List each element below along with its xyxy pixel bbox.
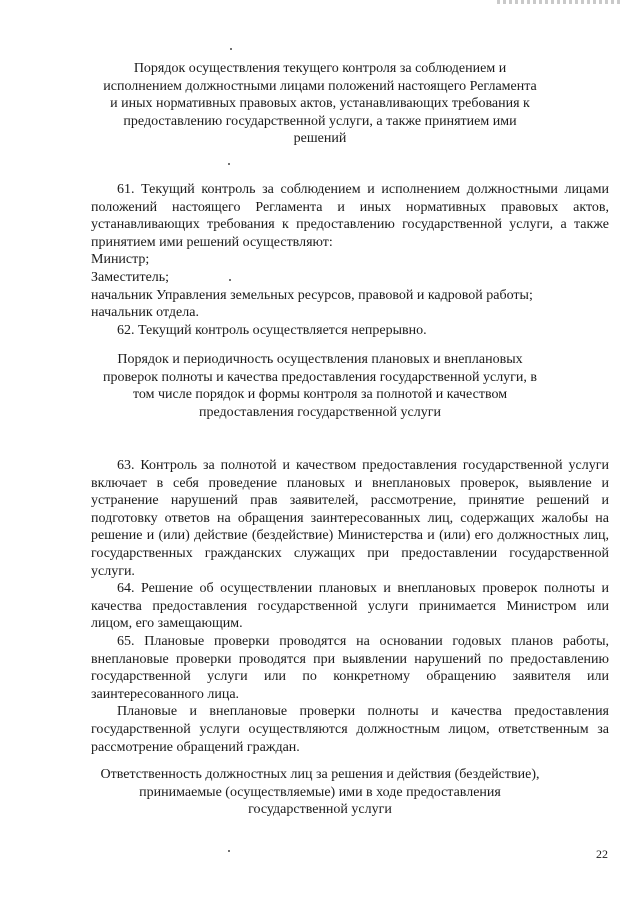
section-heading-inspections: Порядок и периодичность осуществления плановых и внеплановых проверок полноты и качества предоставления государственной услуги, в том числе порядок и формы контроля за полнотой и качеством предоставления государственной услуги — [102, 352, 538, 420]
list-item: начальник отдела. — [91, 305, 199, 321]
paragraph-inspections-responsibility: Плановые и внеплановые проверки полноты и качества предоставления государственной услуги осуществляются должностным лицом, ответственным за рассмотрение обращений граждан. — [91, 704, 609, 755]
list-item: начальник Управления земельных ресурсов, правовой и кадровой работы; — [91, 287, 533, 303]
scan-artifact — [497, 0, 623, 4]
section-body-current-control — [91, 181, 609, 339]
list-item: Заместитель; — [91, 269, 170, 285]
page-number: 22 — [596, 847, 608, 861]
paragraph-65: 65. Плановые проверки проводятся на основании годовых планов работы, внеплановые проверки проводятся при выявлении нарушений по предоставлению государственной услуги или по конкретному обращению заявителя или заинтересованного лица. — [91, 633, 609, 702]
scan-speck — [228, 163, 230, 165]
scan-speck — [228, 850, 230, 852]
paragraph-62: 62. Текущий контроль осуществляется непрерывно. — [117, 322, 427, 338]
section-heading-responsibility: Ответственность должностных лиц за решения и действия (бездействие), принимаемые (осуществляемые) ими в ходе предоставления государственной услуги — [100, 767, 540, 818]
paragraph-63: 63. Контроль за полнотой и качеством предоставления государственной услуги включает в себя проведение плановых и внеплановых проверок, выявление и устранение нарушений прав заявителей, рассмотрение, принятие решений и подготовку ответов на обращения заинтересованных лиц, содержащих жалобы на решение и (или) действие (бездействие) Министерства и (или) его должностных лиц, государственных гражданских служащих при предоставлении государственной услуги. — [91, 458, 609, 579]
list-item: Министр; — [91, 252, 150, 268]
section-heading-current-control: Порядок осуществления текущего контроля за соблюдением и исполнением должностными лицами положений настоящего Регламента и иных нормативных правовых актов, устанавливающих требования к предоставлению государственной услуги, а также принятием ими решений — [103, 61, 537, 147]
scan-speck — [230, 48, 232, 50]
paragraph-64: 64. Решение об осуществлении плановых и внеплановых проверок полноты и качества предоставления государственной услуги принимается Министром или лицом, его замещающим. — [91, 581, 609, 632]
section-body-inspections — [91, 457, 609, 756]
paragraph-61: 61. Текущий контроль за соблюдением и исполнением должностными лицами положений настоящего Регламента и иных нормативных правовых актов, устанавливающих требования к предоставлению государственной услуги, а также принятием ими решений осуществляют: — [91, 182, 609, 250]
